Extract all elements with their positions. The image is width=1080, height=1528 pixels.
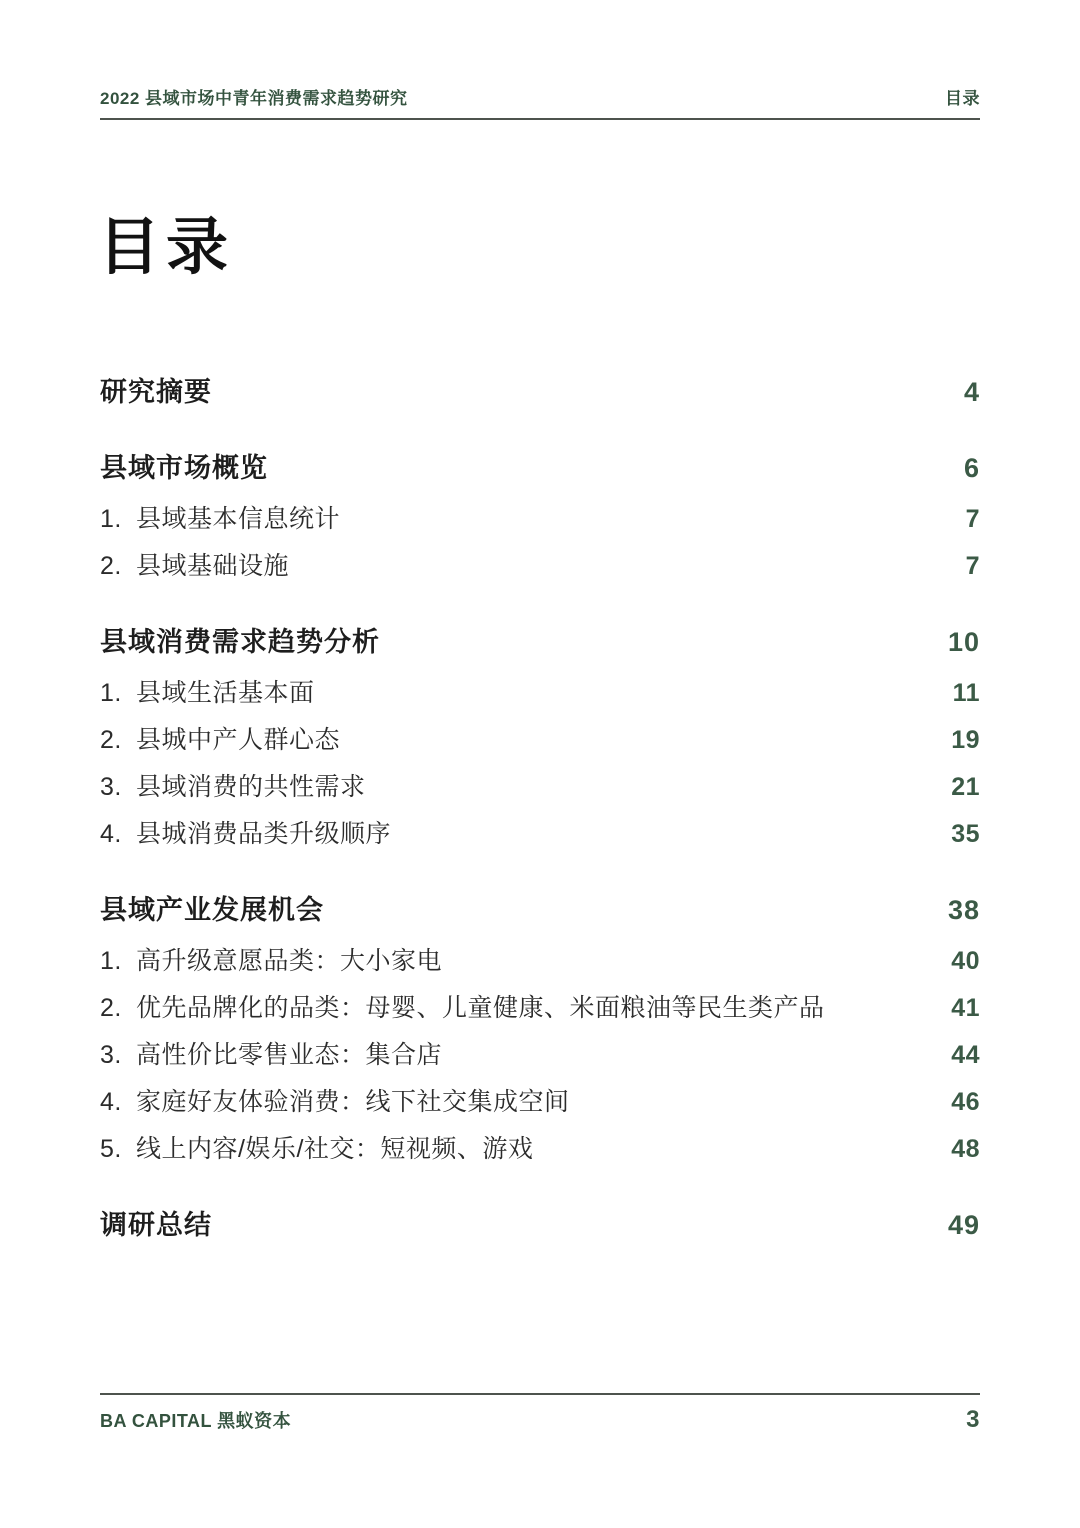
toc-item-number: 1. xyxy=(100,505,122,533)
toc-item-page-number: 11 xyxy=(952,679,980,707)
toc-item-label: 县城消费品类升级顺序 xyxy=(136,820,392,848)
toc-item-page-number: 21 xyxy=(951,773,980,801)
toc-item-page-number: 7 xyxy=(965,552,980,580)
toc-item-label: 线上内容/娱乐/社交：短视频、游戏 xyxy=(136,1135,534,1163)
toc-item-number: 3. xyxy=(100,773,122,801)
toc-section-heading xyxy=(100,893,980,927)
toc-section-page-number: 49 xyxy=(947,1210,980,1240)
toc-item-label: 家庭好友体验消费：线下社交集成空间 xyxy=(136,1088,570,1116)
toc-item xyxy=(100,817,980,851)
page-header xyxy=(100,84,980,109)
toc-section xyxy=(100,375,980,409)
toc-item-page-number: 48 xyxy=(951,1135,980,1163)
table-of-contents xyxy=(100,375,980,1242)
toc-item xyxy=(100,723,980,757)
toc-item-number: 2. xyxy=(100,552,122,580)
toc-item-number: 4. xyxy=(100,820,122,848)
toc-item-page-number: 7 xyxy=(965,505,980,533)
toc-item-label: 县域消费的共性需求 xyxy=(136,773,366,801)
toc-item-page-number: 44 xyxy=(951,1041,980,1069)
toc-item-label: 优先品牌化的品类：母婴、儿童健康、米面粮油等民生类产品 xyxy=(136,994,825,1022)
toc-item xyxy=(100,676,980,710)
page-footer xyxy=(100,1406,980,1434)
toc-section-label: 县域产业发展机会 xyxy=(100,895,324,925)
header-section-label: 目录 xyxy=(945,89,980,108)
toc-item-number: 3. xyxy=(100,1041,122,1069)
toc-item-page-number: 35 xyxy=(951,820,980,848)
toc-section-heading xyxy=(100,451,980,485)
toc-section xyxy=(100,1208,980,1242)
toc-section-label: 县域市场概览 xyxy=(100,453,268,483)
header-divider xyxy=(100,118,980,120)
toc-item-number: 1. xyxy=(100,947,122,975)
footer-page-number: 3 xyxy=(966,1406,980,1433)
toc-section-page-number: 38 xyxy=(947,895,980,925)
toc-item-number: 4. xyxy=(100,1088,122,1116)
toc-item-label: 高性价比零售业态：集合店 xyxy=(136,1041,443,1069)
toc-section-heading xyxy=(100,625,980,659)
toc-section-page-number: 6 xyxy=(963,453,980,483)
toc-section-heading xyxy=(100,1208,980,1242)
toc-item xyxy=(100,944,980,978)
toc-item-number: 2. xyxy=(100,726,122,754)
toc-item-number: 5. xyxy=(100,1135,122,1163)
toc-item-label: 县域基础设施 xyxy=(136,552,290,580)
toc-item-label: 高升级意愿品类：大小家电 xyxy=(136,947,443,975)
toc-item xyxy=(100,549,980,583)
toc-section xyxy=(100,893,980,1166)
toc-item-page-number: 19 xyxy=(951,726,980,754)
toc-section-heading xyxy=(100,375,980,409)
toc-item-page-number: 46 xyxy=(951,1088,980,1116)
toc-item-label: 县域基本信息统计 xyxy=(136,505,341,533)
toc-item-label: 县域生活基本面 xyxy=(136,679,315,707)
toc-item xyxy=(100,1085,980,1119)
toc-item-label: 县城中产人群心态 xyxy=(136,726,341,754)
toc-item xyxy=(100,770,980,804)
toc-section xyxy=(100,625,980,851)
toc-item xyxy=(100,1038,980,1072)
toc-item-page-number: 40 xyxy=(951,947,980,975)
toc-section xyxy=(100,451,980,583)
page-title: 目录 xyxy=(98,213,235,282)
toc-section-label: 县域消费需求趋势分析 xyxy=(100,627,380,657)
toc-item xyxy=(100,502,980,536)
toc-section-label: 调研总结 xyxy=(100,1210,212,1240)
toc-item xyxy=(100,1132,980,1166)
toc-item-page-number: 41 xyxy=(951,994,980,1022)
toc-item-number: 2. xyxy=(100,994,122,1022)
toc-item xyxy=(100,991,980,1025)
header-document-title: 2022 县域市场中青年消费需求趋势研究 xyxy=(100,89,408,108)
toc-section-page-number: 10 xyxy=(947,627,980,657)
footer-brand: BA CAPITAL 黑蚁资本 xyxy=(100,1411,292,1431)
toc-item-number: 1. xyxy=(100,679,122,707)
footer-divider xyxy=(100,1393,980,1395)
toc-section-label: 研究摘要 xyxy=(100,377,212,407)
toc-section-page-number: 4 xyxy=(963,377,980,407)
